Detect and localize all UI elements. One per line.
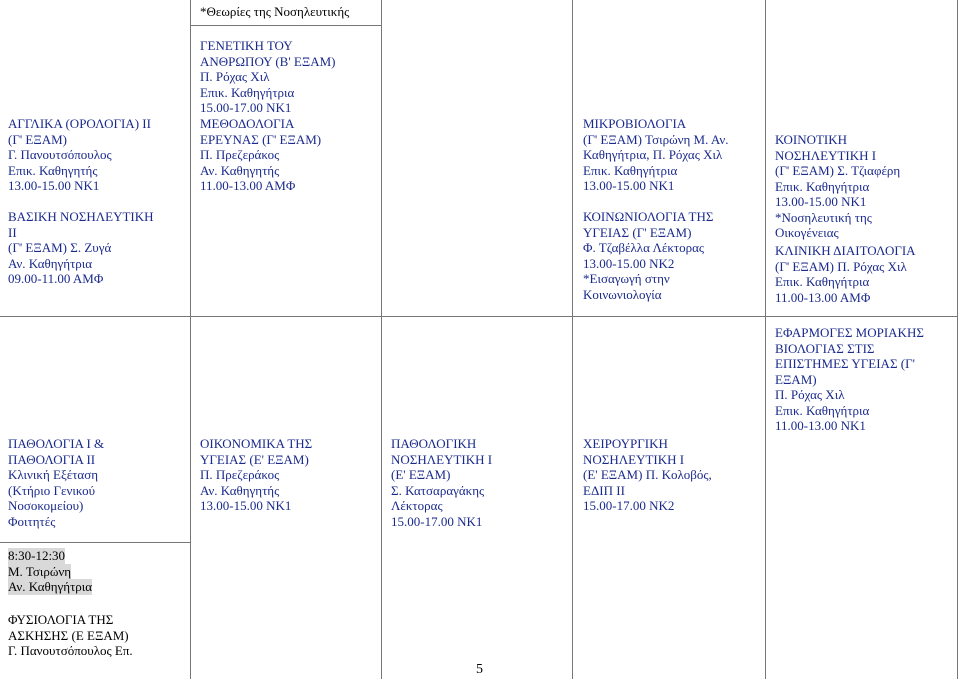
row-border	[190, 25, 382, 26]
instructor-rank: Λέκτορας	[391, 498, 443, 513]
instructor-rank: Αν. Καθηγήτρια	[8, 579, 93, 594]
course-block-research-methodology	[200, 116, 321, 194]
course-location-cont: Νοσοκομείου)	[8, 498, 84, 513]
course-block-medical-nursing	[391, 436, 492, 529]
course-block-clinical-dietetics	[775, 243, 916, 305]
row-border	[0, 542, 191, 543]
course-title: ΜΕΘΟΔΟΛΟΓΙΑ	[200, 116, 295, 131]
column-border	[190, 0, 191, 679]
course-time-room: 09.00-11.00 ΑΜΦ	[8, 271, 104, 286]
course-time-room: 11.00-13.00 ΑΜΦ	[775, 289, 871, 305]
course-block-english	[8, 116, 151, 194]
course-title: ΓΕΝΕΤΙΚΗ ΤΟΥ	[200, 38, 293, 53]
course-semester: (Γ' ΕΞΑΜ) Σ. Τζιαφέρη	[775, 163, 901, 178]
course-time-room: 15.00-17.00 ΝΚ1	[200, 100, 292, 115]
course-time-room: 13.00-15.00 ΝΚ1	[8, 178, 100, 193]
course-title: ΠΑΘΟΛΟΓΙΚΗ	[391, 436, 477, 451]
instructor-info: Καθηγήτρια, Π. Ρόχας Χιλ	[583, 147, 723, 162]
course-title: ΚΟΙΝΩΝΙΟΛΟΓΙΑ ΤΗΣ	[583, 209, 714, 224]
course-title-cont: ΙΙ	[8, 224, 17, 240]
course-time: 8:30-12:30	[8, 548, 66, 563]
instructor-name: Μ. Τσιρώνη	[8, 563, 72, 579]
course-block-community-nursing	[775, 132, 900, 241]
course-audience: Φοιτητές	[8, 513, 56, 529]
instructor-rank: Επικ. Καθηγήτρια	[583, 162, 678, 178]
course-location: (Κτήριο Γενικού	[8, 482, 96, 498]
course-semester: (Γ' ΕΞΑΜ) Τσιρώνη Μ. Αν.	[583, 131, 729, 147]
course-title: ΒΑΣΙΚΗ ΝΟΣΗΛΕΥΤΙΚΗ	[8, 209, 154, 224]
course-title: ΠΑΘΟΛΟΓΙΑ Ι &	[8, 436, 105, 451]
course-block-microbiology	[583, 116, 728, 194]
course-note-cont: Κοινωνιολογία	[583, 286, 662, 302]
course-time-room: 13.00-15.00 ΝΚ1	[775, 194, 867, 209]
course-block-exercise-physiology	[8, 612, 133, 659]
page-number: 5	[476, 662, 483, 677]
course-title: ΑΓΓΛΙΚΑ (ΟΡΟΛΟΓΙΑ) ΙΙ	[8, 116, 151, 131]
instructor-rank: Επικ. Καθηγήτρια	[775, 178, 870, 194]
course-semester: (Γ' ΕΞΑΜ) Σ. Ζυγά	[8, 240, 112, 255]
course-note: *Νοσηλευτική της	[775, 209, 872, 225]
instructor-rank: Αν. Καθηγητής	[200, 482, 280, 498]
course-block-pathology-time	[8, 548, 92, 595]
course-block-genetics	[200, 38, 336, 116]
course-time-room: 13.00-15.00 ΝΚ2	[583, 255, 675, 271]
course-time-room: 11.00-13.00 ΑΜΦ	[200, 178, 296, 193]
column-border	[765, 0, 766, 679]
course-title: ΚΛΙΝΙΚΗ ΔΙΑΙΤΟΛΟΓΙΑ	[775, 243, 916, 258]
instructor-name: Γ. Πανουτσόπουλος Επ.	[8, 643, 133, 658]
instructor-rank: Επικ. Καθηγήτρια	[775, 402, 870, 418]
course-title-cont: ΥΓΕΙΑΣ (Γ' ΕΞΑΜ)	[583, 224, 692, 240]
instructor-name: Π. Ρόχας Χιλ	[200, 69, 270, 84]
course-title-cont: ΕΠΙΣΤΗΜΕΣ ΥΓΕΙΑΣ (Γ'	[775, 356, 915, 371]
course-semester: ΑΣΚΗΣΗΣ (Ε ΕΞΑΜ)	[8, 627, 129, 643]
instructor-name: Φ. Τζαβέλλα Λέκτορας	[583, 240, 705, 255]
course-time-room: 11.00-13.00 ΝΚ1	[775, 418, 866, 433]
instructor-name: Σ. Κατσαραγάκης	[391, 482, 485, 498]
column-border	[572, 0, 573, 679]
course-time-room: 15.00-17.00 ΝΚ2	[583, 498, 675, 513]
instructor-rank: Επικ. Καθηγητής	[8, 162, 98, 178]
course-title-cont: ΝΟΣΗΛΕΥΤΙΚΗ Ι	[391, 451, 493, 467]
course-block-sociology	[583, 209, 713, 302]
course-block-health-economics	[200, 436, 312, 514]
course-semester: (Ε' ΕΞΑΜ)	[391, 467, 451, 482]
course-title-cont: ΕΡΕΥΝΑΣ (Γ' ΕΞΑΜ)	[200, 131, 322, 147]
instructor-name: Π. Ρόχας Χιλ	[775, 387, 845, 402]
instructor-name: Π. Πρεζεράκος	[200, 147, 280, 162]
row-border	[0, 316, 958, 317]
course-title-cont: ΝΟΣΗΛΕΥΤΙΚΗ Ι	[775, 147, 877, 163]
course-semester: (Γ' ΕΞΑΜ)	[8, 131, 68, 147]
course-time-room: 13.00-15.00 ΝΚ1	[583, 178, 675, 193]
course-title: ΕΦΑΡΜΟΓΕΣ ΜΟΡΙΑΚΗΣ	[775, 325, 924, 340]
course-title-cont: ΒΙΟΛΟΓΙΑΣ ΣΤΙΣ	[775, 340, 875, 356]
instructor-rank: Αν. Καθηγητής	[200, 162, 280, 178]
course-note-cont: Οικογένειας	[775, 225, 839, 240]
course-block-surgical-nursing	[583, 436, 712, 514]
course-semester: (Γ' ΕΞΑΜ) Π. Ρόχας Χιλ	[775, 258, 907, 274]
instructor-rank: Επικ. Καθηγήτρια	[775, 274, 870, 289]
column-border	[381, 0, 382, 679]
instructor-rank: Επικ. Καθηγήτρια	[200, 84, 295, 100]
course-time-room: 15.00-17.00 ΝΚ1	[391, 513, 483, 529]
column-border	[957, 0, 958, 679]
course-title-cont: ΥΓΕΙΑΣ (Ε' ΕΞΑΜ)	[200, 451, 309, 467]
course-time-room: 13.00-15.00 ΝΚ1	[200, 498, 292, 513]
course-title-cont: ΑΝΘΡΩΠΟΥ (Β' ΕΞΑΜ)	[200, 53, 336, 69]
course-title: ΦΥΣΙΟΛΟΓΙΑ ΤΗΣ	[8, 612, 114, 627]
course-block-pathology	[8, 436, 104, 529]
course-title-cont: ΝΟΣΗΛΕΥΤΙΚΗ Ι	[583, 451, 685, 467]
course-block-molecular-biology	[775, 325, 924, 434]
course-title: ΧΕΙΡΟΥΡΓΙΚΗ	[583, 436, 668, 451]
course-title-cont: ΠΑΘΟΛΟΓΙΑ ΙΙ	[8, 451, 96, 467]
instructor-rank: Αν. Καθηγήτρια	[8, 255, 93, 271]
top-note: *Θεωρίες της Νοσηλευτικής	[200, 4, 350, 19]
course-semester: (Ε' ΕΞΑΜ) Π. Κολοβός,	[583, 467, 712, 482]
course-block-basic-nursing	[8, 209, 154, 287]
course-title: ΚΟΙΝΟΤΙΚΗ	[775, 132, 848, 147]
course-note: *Εισαγωγή στην	[583, 271, 670, 286]
instructor-rank: ΕΔΙΠ ΙΙ	[583, 482, 625, 498]
course-title: ΜΙΚΡΟΒΙΟΛΟΓΙΑ	[583, 116, 687, 131]
course-semester: ΕΞΑΜ)	[775, 371, 817, 387]
course-title: ΟΙΚΟΝΟΜΙΚΑ ΤΗΣ	[200, 436, 313, 451]
instructor-name: Γ. Πανουτσόπουλος	[8, 147, 112, 162]
instructor-name: Π. Πρεζεράκος	[200, 467, 280, 482]
course-subtitle: Κλινική Εξέταση	[8, 467, 99, 482]
